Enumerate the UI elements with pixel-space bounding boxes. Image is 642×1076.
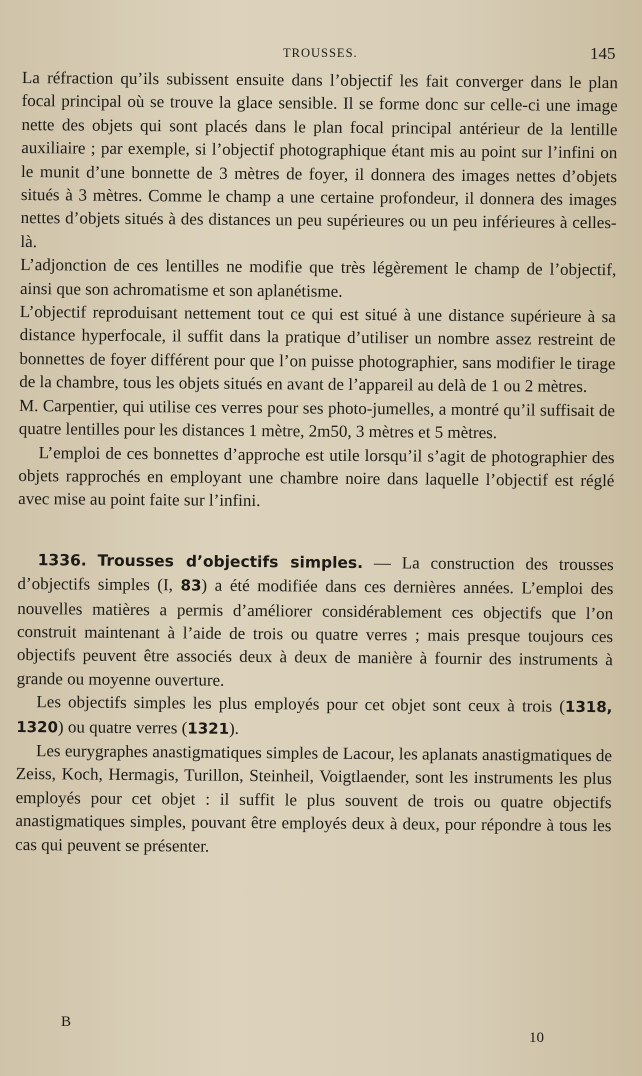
text-run: — La construction des trousses d’objectifs simples (I, <box>17 552 614 595</box>
section-number: 1336. <box>37 550 87 570</box>
paragraph: L’emploi de ces bonnettes d’approche est utile lorsqu’il s’agit de photographier des objets rapprochés en employant une chambre noire dans laquelle l’objectif est réglé avec mise au point faite sur l’infini. <box>18 442 615 511</box>
text-run: ) ou quatre verres ( <box>57 716 188 738</box>
section-title: Trousses d’objectifs simples. <box>97 551 364 572</box>
text-run: ). <box>228 718 240 738</box>
paragraph: L’objectif reproduisant nettement tout ce qui est situé à une distance supérieure à sa distance hyperfocale, il suffit dans la pratique d’utiliser un nombre assez restreint de bonnettes de foyer différent pour que l’on puisse photographier, sans modifier le tirage de la chambre, tous les objets situés en avant de l’appareil au delà de 1 ou 2 mètres. <box>19 302 616 397</box>
cross-reference: 1321 <box>187 719 230 738</box>
sheet-number: 10 <box>529 1030 544 1046</box>
cross-reference: 83 <box>180 576 202 595</box>
section-paragraph <box>16 690 612 744</box>
section-gap <box>18 511 614 553</box>
section-paragraph <box>17 548 614 696</box>
text-run: Les objectifs simples les plus employés pour cet objet sont ceux à trois ( <box>36 692 566 716</box>
cross-reference: 1318, 1320 <box>16 697 613 736</box>
paragraph: L’adjonction de ces lentilles ne modifie que très légèrement le champ de l’objectif, ainsi que son achromatisme et son aplanétisme. <box>19 255 617 301</box>
page-number: 145 <box>590 44 616 63</box>
section-paragraph: Les eurygraphes anastigmatiques simples de Lacour, les aplanats anastigmatiques de Zeiss, Koch, Hermagis, Turillon, Steinheil, Voigtlaender, sont les instruments les plus employés pour cet objet : il suffit le plus souvent de trois ou quatre objectifs anastigmatiques simples, pouvant être employés deux à deux, pour répondre à tous les cas qui peuvent se présenter. <box>15 741 613 856</box>
running-head <box>0 44 642 66</box>
text-run: ) a été modifiée dans ces dernières années. L’emploi des nouvelles matières a permis d’améliorer considérablement ces objectifs que l’on construit maintenant à l’aide de trois ou quatre verres ; mais presque toujours ces objectifs peuvent être associés deux à deux de manière à fournir des instruments à grande ou moyenne ouverture. <box>16 575 614 690</box>
body-text <box>15 66 618 861</box>
signature-mark: B <box>61 1014 72 1030</box>
paragraph: M. Carpentier, qui utilise ces verres pour ses photo-jumelles, a montré qu’il suffisait de quatre lentilles pour les distances 1 mètre, 2m50, 3 mètres et 5 mètres. <box>18 395 616 443</box>
paragraph: La réfraction qu’ils subissent ensuite dans l’objectif les fait converger dans le plan focal principal où se trouve la glace sensible. Il se forme donc sur celle-ci une image nette des objets qui sont placés dans le plan focal principal antérieur de la lentille auxiliaire ; par exemple, si l’objectif photographique étant mis au point sur l’infini on le munit d’une bonnette de 3 mètres de foyer, il donnera des images nettes d’objets situés à 3 mètres. Comme le champ a une certaine profondeur, il donnera des images nettes d’objets situés à des distances un peu supérieures ou un peu inférieures à celles-là. <box>20 67 618 251</box>
running-head-title: TROUSSES. <box>283 46 358 60</box>
